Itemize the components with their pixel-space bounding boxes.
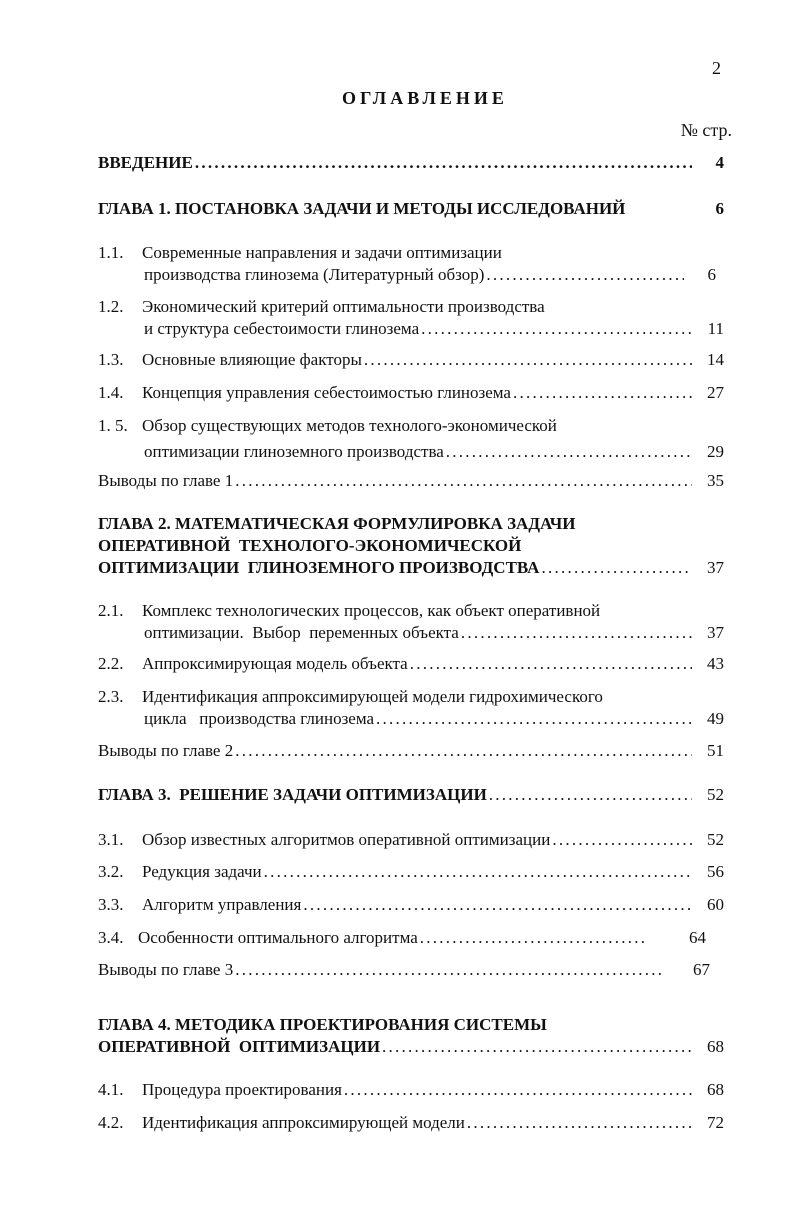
toc-entry-3-2[interactable] [98, 861, 724, 883]
toc-entry-4-2[interactable] [98, 1112, 724, 1134]
toc-entry-conclusions-2[interactable] [98, 740, 724, 762]
entry-label: Процедура проектирования [142, 1080, 342, 1099]
entry-page: 67 [693, 960, 710, 979]
toc-entry-4-1[interactable] [98, 1079, 724, 1101]
entry-label: Выводы по главе 1 [98, 471, 234, 490]
entry-page: 52 [707, 830, 724, 849]
entry-page: 68 [707, 1037, 724, 1056]
entry-label-cont: цикла производства глинозема [144, 709, 375, 728]
dot-leader [410, 653, 692, 675]
entry-page: 43 [707, 654, 724, 673]
entry-page: 56 [707, 862, 724, 881]
entry-page: 27 [707, 383, 724, 402]
entry-page: 35 [707, 471, 724, 490]
entry-label: Выводы по главе 2 [98, 741, 234, 760]
chapter-title: ГЛАВА 3. РЕШЕНИЕ ЗАДАЧИ ОПТИМИЗАЦИИ [98, 785, 487, 804]
entry-page: 14 [707, 350, 724, 369]
dot-leader [376, 708, 692, 730]
entry-label: Редукция задачи [142, 862, 262, 881]
entry-page: 51 [707, 741, 724, 760]
chapter-title-cont: ОПТИМИЗАЦИИ ГЛИНОЗЕМНОГО ПРОИЗВОДСТВА [98, 558, 540, 577]
entry-label-cont: оптимизации глиноземного производства [144, 442, 444, 461]
page-column-header: № стр. [680, 120, 732, 140]
entry-page: 6 [715, 199, 724, 218]
toc-entry-1-3[interactable] [98, 349, 724, 371]
entry-label: Аппроксимирующая модель объекта [142, 654, 408, 673]
dot-leader [364, 349, 692, 371]
dot-leader [382, 1036, 692, 1058]
toc-entry-chapter-4[interactable] [98, 1014, 724, 1058]
entry-page: 37 [707, 623, 724, 642]
toc-title: ОГЛАВЛЕНИЕ [342, 88, 508, 108]
entry-label: Обзор известных алгоритмов оперативной оптимизации [142, 830, 551, 849]
section-number: 2.1. [98, 601, 124, 620]
chapter-title: ГЛАВА 1. ПОСТАНОВКА ЗАДАЧИ И МЕТОДЫ ИССЛЕДОВАНИЙ [98, 199, 626, 218]
toc-entry-2-1[interactable] [98, 600, 724, 644]
dot-leader [467, 1112, 692, 1134]
section-number: 3.2. [98, 862, 124, 881]
dot-leader [235, 470, 692, 492]
dot-leader [195, 152, 692, 174]
entry-label: Обзор существующих методов технолого-экономической [142, 416, 557, 435]
dot-leader [421, 318, 692, 340]
entry-label: Основные влияющие факторы [142, 350, 362, 369]
section-number: 1.3. [98, 350, 124, 369]
entry-label: Алгоритм управления [142, 895, 302, 914]
entry-label: Концепция управления себестоимостью глинозема [142, 383, 511, 402]
dot-leader [486, 264, 684, 286]
chapter-title-cont: ОПЕРАТИВНОЙ ТЕХНОЛОГО-ЭКОНОМИЧЕСКОЙ [98, 536, 522, 555]
entry-label-cont: и структура себестоимости глинозема [144, 319, 420, 338]
toc-entry-1-2[interactable] [98, 296, 724, 340]
entry-page: 4 [715, 153, 724, 172]
toc-entry-chapter-1[interactable] [98, 198, 724, 220]
entry-page: 29 [707, 442, 724, 461]
section-number: 4.2. [98, 1113, 124, 1132]
section-number: 1.1. [98, 243, 124, 262]
page-number: 2 [712, 58, 721, 78]
section-number: 3.3. [98, 895, 124, 914]
dot-leader [420, 927, 648, 949]
entry-page: 72 [707, 1113, 724, 1132]
entry-label: Современные направления и задачи оптимизации [142, 243, 502, 262]
toc-entry-3-4[interactable] [98, 927, 706, 949]
entry-label: ВВЕДЕНИЕ [98, 153, 193, 172]
toc-entry-intro[interactable] [98, 152, 724, 174]
dot-leader [489, 784, 692, 806]
entry-page: 37 [707, 558, 724, 577]
dot-leader [541, 557, 692, 579]
entry-label: Идентификация аппроксимирующей модели гидрохимического [142, 687, 603, 706]
toc-entry-conclusions-3[interactable] [98, 959, 710, 981]
dot-leader [303, 894, 692, 916]
entry-page: 49 [707, 709, 724, 728]
entry-label-cont: производства глинозема (Литературный обзор) [144, 265, 485, 284]
toc-entry-2-3[interactable] [98, 686, 724, 730]
entry-page: 6 [707, 265, 716, 284]
dot-leader [344, 1079, 692, 1101]
section-number: 1.2. [98, 297, 124, 316]
dot-leader [552, 829, 692, 851]
entry-label: Выводы по главе 3 [98, 960, 234, 979]
section-number: 3.1. [98, 830, 124, 849]
chapter-title: ГЛАВА 2. МАТЕМАТИЧЕСКАЯ ФОРМУЛИРОВКА ЗАДАЧИ [98, 514, 576, 533]
entry-label: Комплекс технологических процессов, как объект оперативной [142, 601, 601, 620]
entry-page: 64 [689, 928, 706, 947]
section-number: 2.3. [98, 687, 124, 706]
dot-leader [513, 382, 692, 404]
entry-page: 68 [707, 1080, 724, 1099]
chapter-title: ГЛАВА 4. МЕТОДИКА ПРОЕКТИРОВАНИЯ СИСТЕМЫ [98, 1015, 547, 1034]
toc-entry-3-3[interactable] [98, 894, 724, 916]
toc-entry-1-5[interactable] [98, 415, 724, 463]
entry-page: 52 [707, 785, 724, 804]
entry-label-cont: оптимизации. Выбор переменных объекта [144, 623, 459, 642]
section-number: 1.4. [98, 383, 124, 402]
toc-entry-1-4[interactable] [98, 382, 724, 404]
section-number: 2.2. [98, 654, 124, 673]
toc-entry-2-2[interactable] [98, 653, 724, 675]
toc-entry-chapter-2[interactable] [98, 513, 724, 579]
entry-page: 11 [707, 319, 724, 338]
toc-entry-conclusions-1[interactable] [98, 470, 724, 492]
dot-leader [235, 740, 692, 762]
dot-leader [446, 441, 692, 463]
dot-leader [461, 622, 692, 644]
chapter-title-cont: ОПЕРАТИВНОЙ ОПТИМИЗАЦИИ [98, 1037, 381, 1056]
dot-leader [235, 959, 664, 981]
toc-entry-chapter-3[interactable] [98, 784, 724, 806]
section-number: 4.1. [98, 1080, 124, 1099]
entry-label: Особенности оптимального алгоритма [138, 928, 418, 947]
toc-entry-1-1[interactable] [98, 242, 716, 286]
toc-entry-3-1[interactable] [98, 829, 724, 851]
dot-leader [264, 861, 692, 883]
section-number: 1. 5. [98, 416, 128, 435]
section-number: 3.4. [98, 928, 124, 947]
entry-page: 60 [707, 895, 724, 914]
entry-label: Экономический критерий оптимальности производства [142, 297, 545, 316]
entry-label: Идентификация аппроксимирующей модели [142, 1113, 465, 1132]
